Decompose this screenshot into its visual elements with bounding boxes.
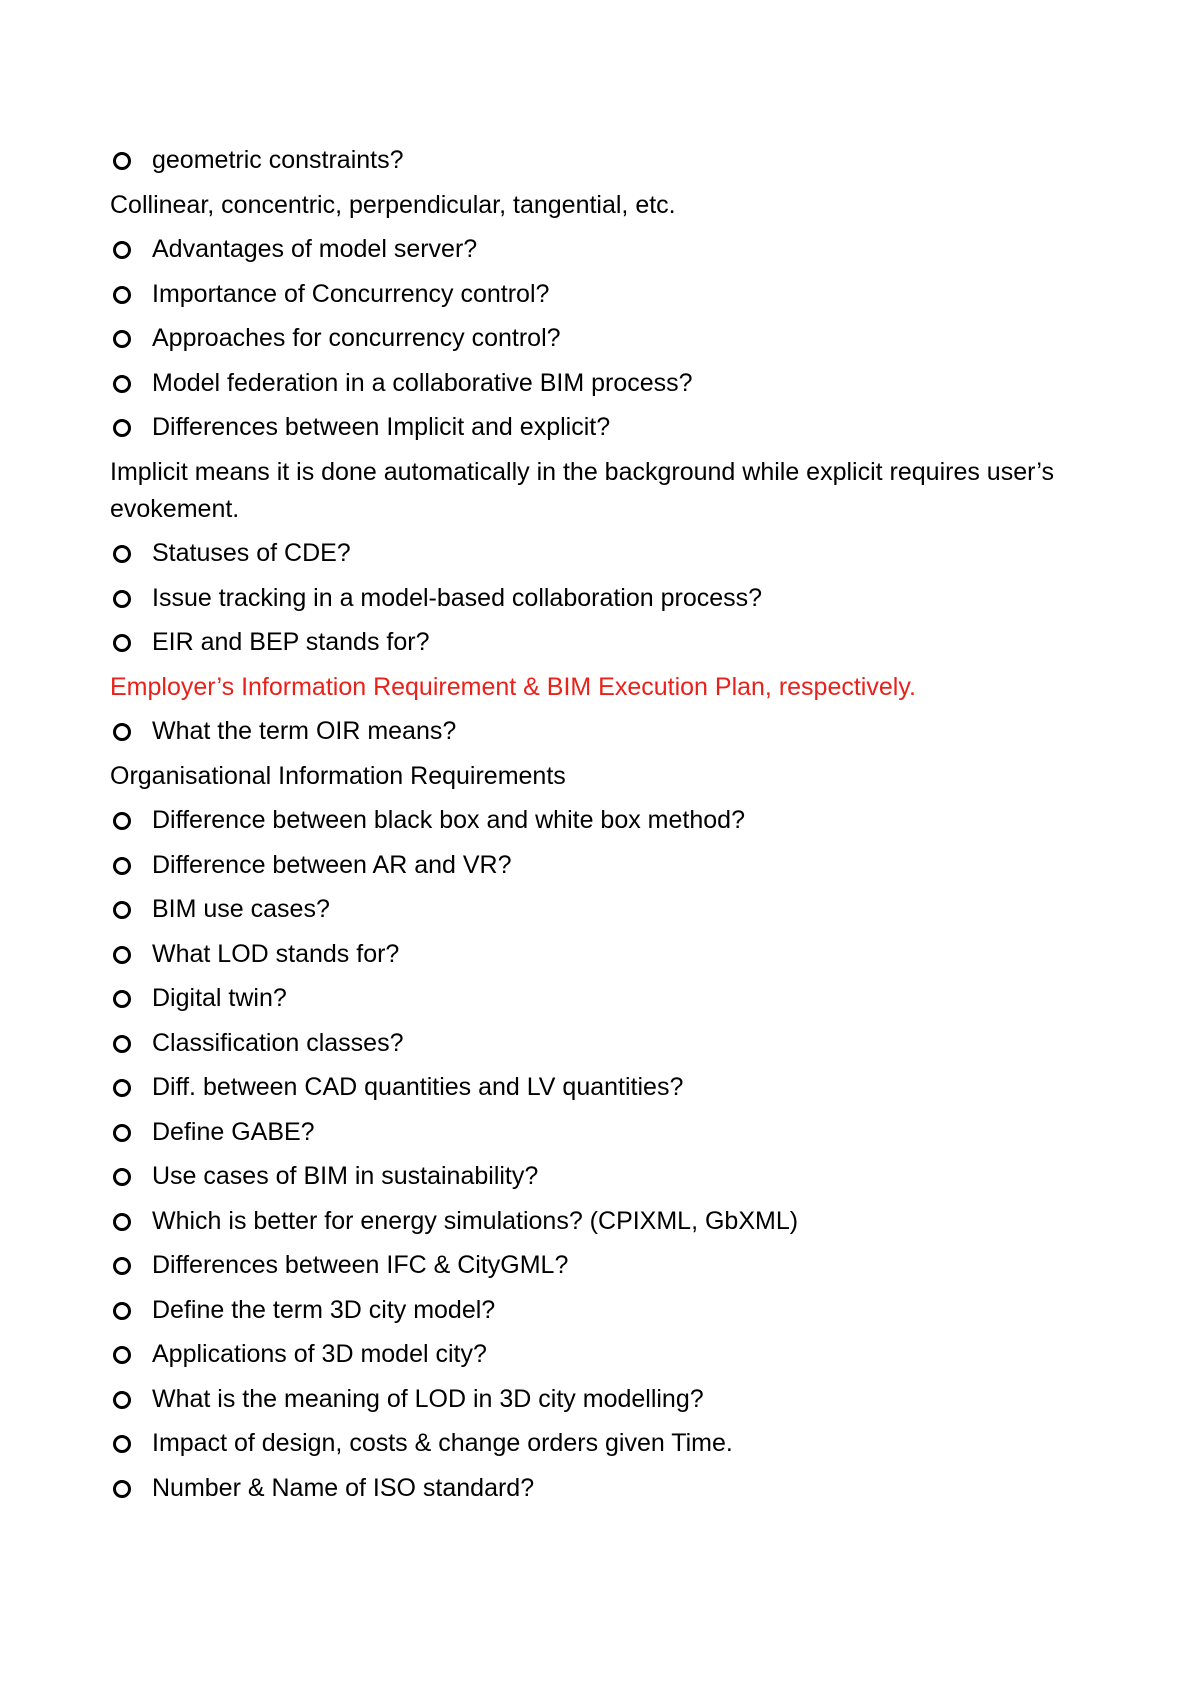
question-text: What LOD stands for? [152,939,400,968]
question-item [110,1158,1110,1195]
question-text: Differences between Implicit and explicit? [152,413,611,441]
question-text: Impact of design, costs & change orders given Time. [152,1429,733,1457]
hollow-circle-bullet-icon [113,419,131,437]
hollow-circle-bullet-icon [113,1391,131,1409]
question-text: What the term OIR means? [152,717,457,745]
question-text: Importance of Concurrency control? [152,279,550,308]
question-text: Applications of 3D model city? [152,1340,487,1368]
question-text: geometric constraints? [152,146,404,174]
question-text: BIM use cases? [152,895,330,923]
question-text: Differences between IFC & CityGML? [152,1251,569,1279]
question-item [110,1336,1110,1373]
question-text: Advantages of model server? [152,235,478,263]
question-item [110,231,1110,268]
answer-text: Collinear, concentric, perpendicular, tangential, etc. [110,190,676,219]
hollow-circle-bullet-icon [113,1302,131,1320]
question-item [110,320,1110,357]
question-item [110,1381,1110,1418]
question-text: Issue tracking in a model-based collaboration process? [152,583,763,612]
question-text: Which is better for energy simulations? (CPIXML, GbXML) [152,1206,799,1235]
question-item [110,936,1110,973]
question-item [110,891,1110,928]
hollow-circle-bullet-icon [113,857,131,875]
question-text: Use cases of BIM in sustainability? [152,1162,539,1190]
question-text: Difference between black box and white box method? [152,806,745,834]
hollow-circle-bullet-icon [113,1435,131,1453]
question-item [110,276,1110,313]
question-item [110,802,1110,839]
question-item [110,980,1110,1017]
question-item [110,624,1110,661]
question-text: What is the meaning of LOD in 3D city modelling? [152,1384,704,1413]
hollow-circle-bullet-icon [113,1480,131,1498]
question-item [110,1470,1110,1507]
question-item [110,847,1110,884]
hollow-circle-bullet-icon [113,545,131,563]
question-item [110,535,1110,572]
hollow-circle-bullet-icon [113,1257,131,1275]
question-item [110,1069,1110,1106]
question-item [110,365,1110,402]
hollow-circle-bullet-icon [113,286,131,304]
hollow-circle-bullet-icon [113,723,131,741]
hollow-circle-bullet-icon [113,812,131,830]
hollow-circle-bullet-icon [113,1168,131,1186]
question-text: EIR and BEP stands for? [152,628,430,656]
question-text: Model federation in a collaborative BIM process? [152,368,693,397]
question-text: Approaches for concurrency control? [152,324,561,352]
hollow-circle-bullet-icon [113,990,131,1008]
question-item [110,1025,1110,1062]
hollow-circle-bullet-icon [113,1124,131,1142]
question-text: Classification classes? [152,1028,404,1057]
question-text: Define GABE? [152,1117,315,1146]
answer-text: Implicit means it is done automatically in the background while explicit requires user’s evokement. [110,457,1054,523]
hollow-circle-bullet-icon [113,946,131,964]
question-item [110,1114,1110,1151]
question-item [110,580,1110,617]
hollow-circle-bullet-icon [113,634,131,652]
question-text: Define the term 3D city model? [152,1295,496,1324]
hollow-circle-bullet-icon [113,590,131,608]
hollow-circle-bullet-icon [113,241,131,259]
hollow-circle-bullet-icon [113,375,131,393]
question-item [110,1292,1110,1329]
question-item [110,1247,1110,1284]
question-item [110,1203,1110,1240]
question-text: Statuses of CDE? [152,539,351,567]
question-text: Difference between AR and VR? [152,850,512,879]
hollow-circle-bullet-icon [113,1213,131,1231]
question-text: Digital twin? [152,984,287,1012]
hollow-circle-bullet-icon [113,152,131,170]
hollow-circle-bullet-icon [113,901,131,919]
highlighted-answer-text: Employer’s Information Requirement & BIM Execution Plan, respectively. [110,672,916,701]
hollow-circle-bullet-icon [113,1346,131,1364]
question-text: Diff. between CAD quantities and LV quantities? [152,1073,684,1101]
question-item [110,409,1110,446]
question-item [110,142,1110,179]
answer-text: Organisational Information Requirements [110,761,566,790]
hollow-circle-bullet-icon [113,1035,131,1053]
question-list [110,142,1110,1514]
hollow-circle-bullet-icon [113,1079,131,1097]
question-text: Number & Name of ISO standard? [152,1473,535,1502]
question-item [110,713,1110,750]
question-item [110,1425,1110,1462]
hollow-circle-bullet-icon [113,330,131,348]
